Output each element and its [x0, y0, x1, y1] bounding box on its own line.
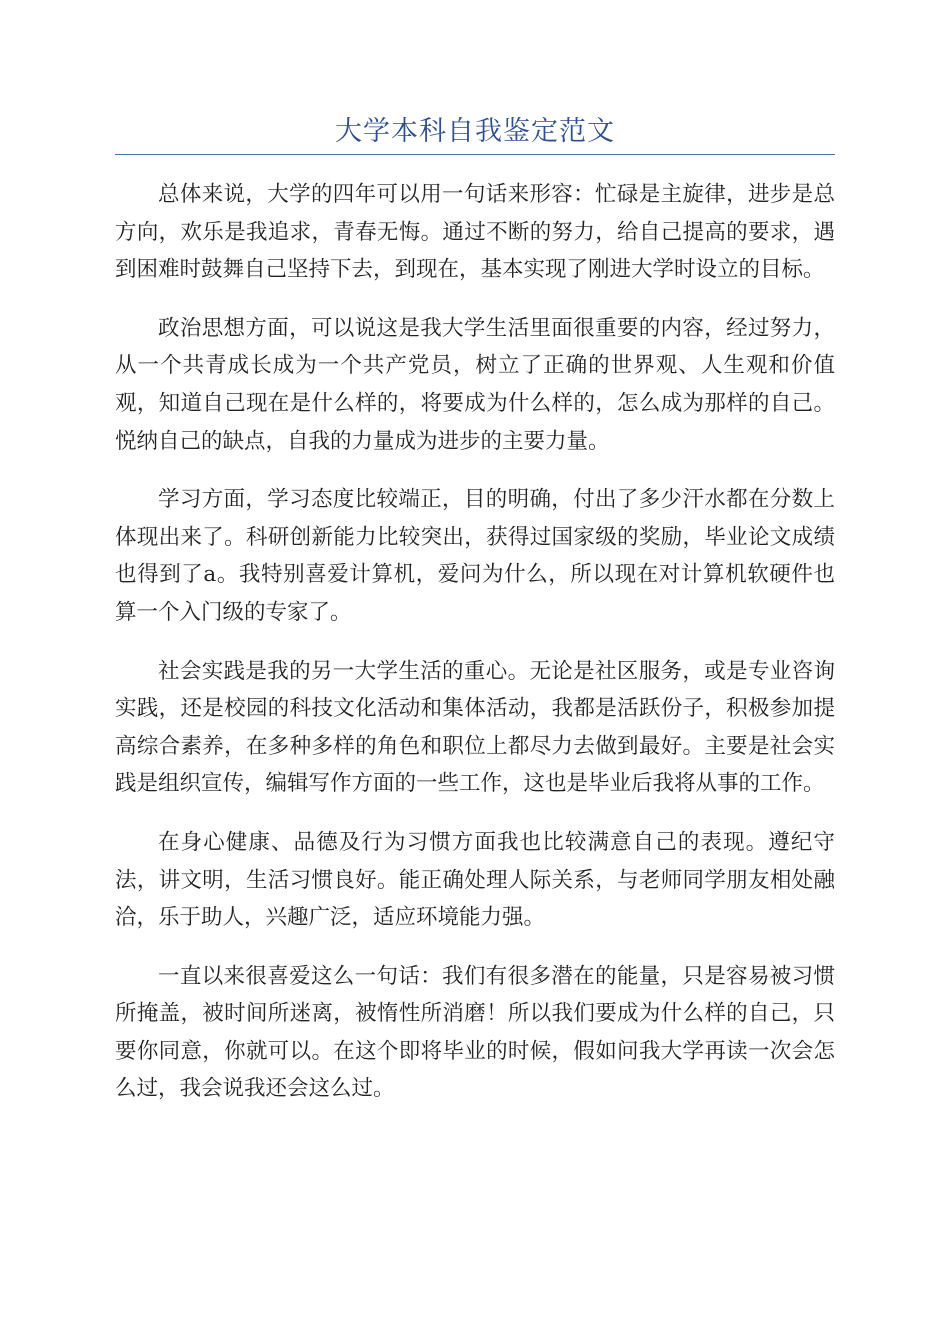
- paragraph-summary: 总体来说，大学的四年可以用一句话来形容：忙碌是主旋律，进步是总方向，欢乐是我追求，青春无悔。通过不断的努力，给自己提高的要求，遇到困难时鼓舞自己坚持下去，到现在，基本实现了刚进大学时设立的目标。: [115, 182, 835, 283]
- paragraph-politics: 政治思想方面，可以说这是我大学生活里面很重要的内容，经过努力，从一个共青成长成为一个共产党员，树立了正确的世界观、人生观和价值观，知道自己现在是什么样的，将要成为什么样的，怎么成为那样的自己。悦纳自己的缺点，自我的力量成为进步的主要力量。: [115, 315, 835, 454]
- paragraph-social-practice: 社会实践是我的另一大学生活的重心。无论是社区服务，或是专业咨询实践，还是校园的科技文化活动和集体活动，我都是活跃份子，积极参加提高综合素养，在多种多样的角色和职位上都尽力去做到最好。主要是社会实践是组织宣传，编辑写作方面的一些工作，这也是毕业后我将从事的工作。: [115, 658, 835, 797]
- document-body: [115, 176, 835, 1129]
- title-underline: [115, 154, 835, 155]
- paragraph-closing: 一直以来很喜爱这么一句话：我们有很多潜在的能量，只是容易被习惯所掩盖，被时间所迷离，被惰性所消磨！所以我们要成为什么样的自己，只要你同意，你就可以。在这个即将毕业的时候，假如问我大学再读一次会怎么过，我会说我还会这么过。: [115, 963, 835, 1102]
- paragraph-study: 学习方面，学习态度比较端正，目的明确，付出了多少汗水都在分数上体现出来了。科研创新能力比较突出，获得过国家级的奖励，毕业论文成绩也得到了a。我特别喜爱计算机，爱问为什么，所以现在对计算机软硬件也算一个入门级的专家了。: [115, 487, 835, 625]
- paragraph-health-character: 在身心健康、品德及行为习惯方面我也比较满意自己的表现。遵纪守法，讲文明，生活习惯良好。能正确处理人际关系，与老师同学朋友相处融洽，乐于助人，兴趣广泛，适应环境能力强。: [115, 829, 835, 931]
- document-title: 大学本科自我鉴定范文: [335, 116, 615, 147]
